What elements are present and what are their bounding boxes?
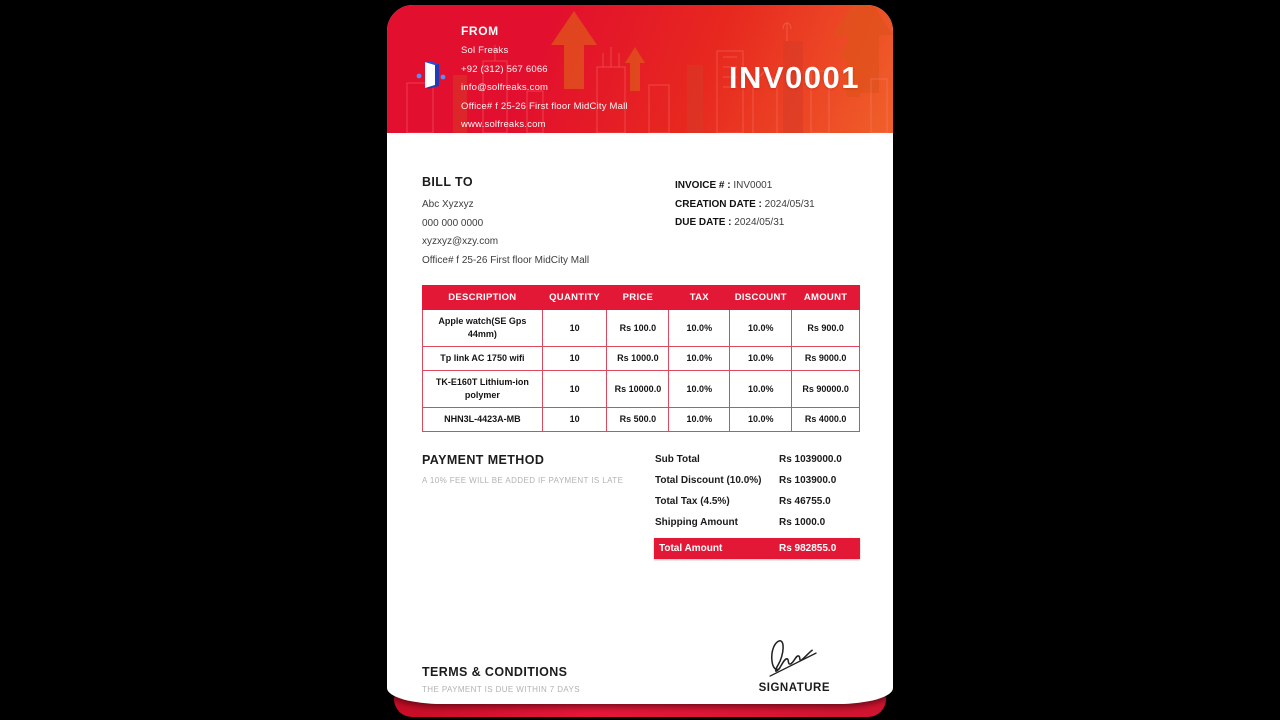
sender-phone: +92 (312) 567 6066 (461, 63, 548, 75)
sender-website: www.solfreaks.com (461, 119, 546, 131)
cell-description: Tp link AC 1750 wifi (423, 347, 543, 371)
bill-to-line: Office# f 25-26 First floor MidCity Mall (422, 254, 590, 266)
table-header-cell: TAX (669, 286, 730, 310)
bill-to-label: BILL TO (422, 175, 473, 189)
line-items-table (422, 285, 860, 432)
cell-description: TK-E160T Lithium-ion polymer (423, 371, 543, 408)
cell-tax: 10.0% (669, 408, 730, 432)
table-header-cell: DISCOUNT (730, 286, 792, 310)
bill-to-line: 000 000 0000 (422, 217, 484, 229)
invoice-document (387, 5, 893, 704)
cell-tax: 10.0% (669, 371, 730, 408)
bill-to-line: Abc Xyzxyz (422, 199, 474, 210)
terms-title: TERMS & CONDITIONS (422, 665, 568, 679)
totals-rows (654, 449, 860, 533)
sender-company: Sol Freaks (461, 45, 509, 56)
payment-and-totals-section (422, 449, 860, 559)
meta-label: INVOICE # : (675, 180, 731, 191)
arrow-up-icon (625, 47, 645, 91)
totals-label: Shipping Amount (655, 517, 738, 529)
sender-address: Office# f 25-26 First floor MidCity Mall (461, 100, 628, 112)
invoice-number-display: INV0001 (728, 60, 860, 95)
cell-description: Apple watch(SE Gps 44mm) (423, 310, 543, 347)
cell-discount: 10.0% (730, 347, 792, 371)
invoice-meta-row (675, 196, 860, 215)
cell-amount: Rs 9000.0 (792, 347, 860, 371)
signature-scribble (765, 634, 823, 678)
table-row (423, 408, 860, 432)
totals-value: Rs 103900.0 (779, 475, 837, 487)
meta-label: CREATION DATE : (675, 198, 762, 210)
table-body (423, 310, 860, 432)
cell-discount: 10.0% (730, 371, 792, 408)
billto-and-meta-section (422, 175, 860, 270)
totals-row (654, 449, 860, 470)
cell-quantity: 10 (542, 347, 607, 371)
totals-label: Sub Total (655, 454, 700, 466)
bill-to-lines (422, 196, 589, 270)
meta-value: INV0001 (730, 180, 773, 191)
cell-amount: Rs 90000.0 (792, 371, 860, 408)
total-amount-bar (654, 538, 860, 559)
meta-value: 2024/05/31 (731, 217, 785, 229)
cell-price: Rs 1000.0 (607, 347, 669, 371)
signature-block (759, 634, 830, 694)
table-header-cell: DESCRIPTION (423, 286, 543, 310)
table-header-cell: QUANTITY (542, 286, 607, 310)
totals-value: Rs 1000.0 (779, 517, 826, 529)
cell-tax: 10.0% (669, 347, 730, 371)
invoice-meta-block (675, 175, 860, 270)
cell-price: Rs 500.0 (607, 408, 669, 432)
table-header-cell: AMOUNT (792, 286, 860, 310)
cell-quantity: 10 (542, 310, 607, 347)
bill-to-block (422, 175, 589, 270)
cell-discount: 10.0% (730, 310, 792, 347)
sender-email: info@solfreaks.com (461, 82, 549, 94)
totals-block (654, 449, 860, 559)
invoice-header (387, 5, 893, 133)
meta-label: DUE DATE : (675, 217, 732, 229)
signature-label: SIGNATURE (758, 682, 830, 694)
sender-info-block (461, 24, 628, 133)
cell-price: Rs 100.0 (607, 310, 669, 347)
cell-quantity: 10 (542, 408, 607, 432)
payment-method-title: PAYMENT METHOD (422, 453, 545, 468)
invoice-body (387, 133, 893, 559)
total-amount-label: Total Amount (659, 543, 723, 555)
payment-method-note: A 10% FEE WILL BE ADDED IF PAYMENT IS LATE (422, 476, 624, 486)
payment-method-block (422, 449, 654, 485)
invoice-meta-row (675, 177, 860, 196)
cell-quantity: 10 (542, 371, 607, 408)
totals-label: Total Tax (4.5%) (655, 496, 730, 508)
terms-note: THE PAYMENT IS DUE WITHIN 7 DAYS (422, 685, 581, 694)
invoice-footer (422, 634, 860, 694)
from-label: FROM (461, 24, 499, 38)
invoice-page-wrap (387, 5, 893, 720)
totals-value: Rs 46755.0 (779, 496, 831, 508)
cell-description: NHN3L-4423A-MB (423, 408, 543, 432)
totals-label: Total Discount (10.0%) (655, 475, 762, 487)
total-amount-value: Rs 982855.0 (779, 543, 837, 555)
cell-amount: Rs 900.0 (792, 310, 860, 347)
table-header-cell: PRICE (607, 286, 669, 310)
bill-to-line: xyzxyz@xzy.com (422, 236, 499, 248)
invoice-meta-row (675, 214, 860, 233)
terms-block (422, 665, 580, 694)
totals-value: Rs 1039000.0 (779, 454, 842, 466)
cell-price: Rs 10000.0 (607, 371, 669, 408)
totals-row (654, 470, 860, 491)
cell-tax: 10.0% (669, 310, 730, 347)
cell-amount: Rs 4000.0 (792, 408, 860, 432)
cell-discount: 10.0% (730, 408, 792, 432)
totals-row (654, 512, 860, 533)
table-header-row (423, 286, 860, 310)
totals-row (654, 491, 860, 512)
table-row (423, 310, 860, 347)
table-row (423, 371, 860, 408)
table-row (423, 347, 860, 371)
meta-value: 2024/05/31 (761, 198, 815, 210)
company-logo-door-icon (413, 55, 451, 93)
